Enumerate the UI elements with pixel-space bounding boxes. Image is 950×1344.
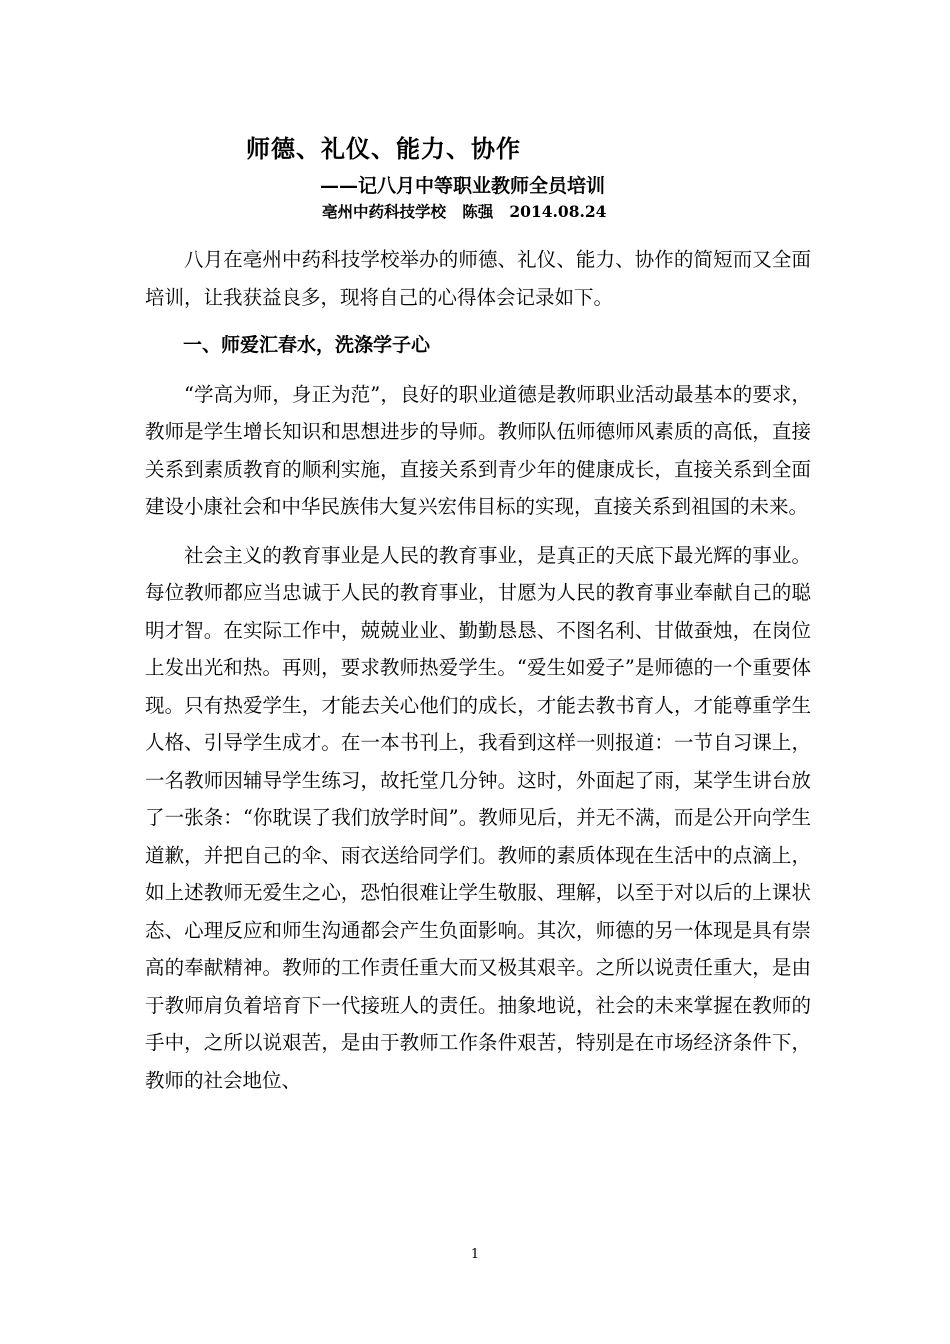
author-line: 亳州中药科技学校 陈强 2014.08.24 xyxy=(322,202,607,221)
section-heading: 一、师爱汇春水，洗涤学子心 xyxy=(183,334,431,356)
section-paragraph-1: “学高为师，身正为范”，良好的职业道德是教师职业活动最基本的要求，教师是学生增长知识和思想进步的导师。教师队伍师德师风素质的高低，直接关系到素质教育的顺利实施，直接关系到青少年的健康成长，直接关系到全面建设小康社会和中华民族伟大复兴宏伟目标的实现，直接关系到祖国的未来。 xyxy=(145,382,811,518)
page-number: 1 xyxy=(470,1247,480,1262)
section-paragraph-2: 社会主义的教育事业是人民的教育事业，是真正的天底下最光辉的事业。每位教师都应当忠诚于人民的教育事业，甘愿为人民的教育事业奉献自己的聪明才智。在实际工作中，兢兢业业、勤勤恳恳、不图名利、甘做蚕烛，在岗位上发出光和热。再则，要求教师热爱学生。“爱生如爱子”是师德的一个重要体现。只有热爱学生，才能去关心他们的成长，才能去教书育人，才能尊重学生人格、引导学生成才。在一本书刊上，我看到这样一则报道：一节自习课上，一名教师因辅导学生练习，故托堂几分钟。这时，外面起了雨，某学生讲台放了一张条：“你耽误了我们放学时间”。教师见后，并无不满，而是公开向学生道歉，并把自己的伞、雨衣送给同学们。教师的素质体现在生活中的点滴上，如上述教师无爱生之心，恐怕很难让学生敬服、理解，以至于对以后的上课状态、心理反应和师生沟通都会产生负面影响。其次，师德的另一体现是具有崇高的奉献精神。教师的工作责任重大而又极其艰辛。之所以说责任重大，是由于教师肩负着培育下一代接班人的责任。抽象地说，社会的未来掌握在教师的手中，之所以说艰苦，是由于教师工作条件艰苦，特别是在市场经济条件下，教师的社会地位、 xyxy=(145,543,811,1092)
document-subtitle: ——记八月中等职业教师全员培训 xyxy=(320,175,606,197)
document-title: 师德、礼仪、能力、协作 xyxy=(246,134,521,163)
intro-paragraph: 八月在亳州中药科技学校举办的师德、礼仪、能力、协作的简短而又全面培训，让我获益良多，现将自己的心得体会记录如下。 xyxy=(145,248,811,309)
document-body xyxy=(145,241,811,1099)
